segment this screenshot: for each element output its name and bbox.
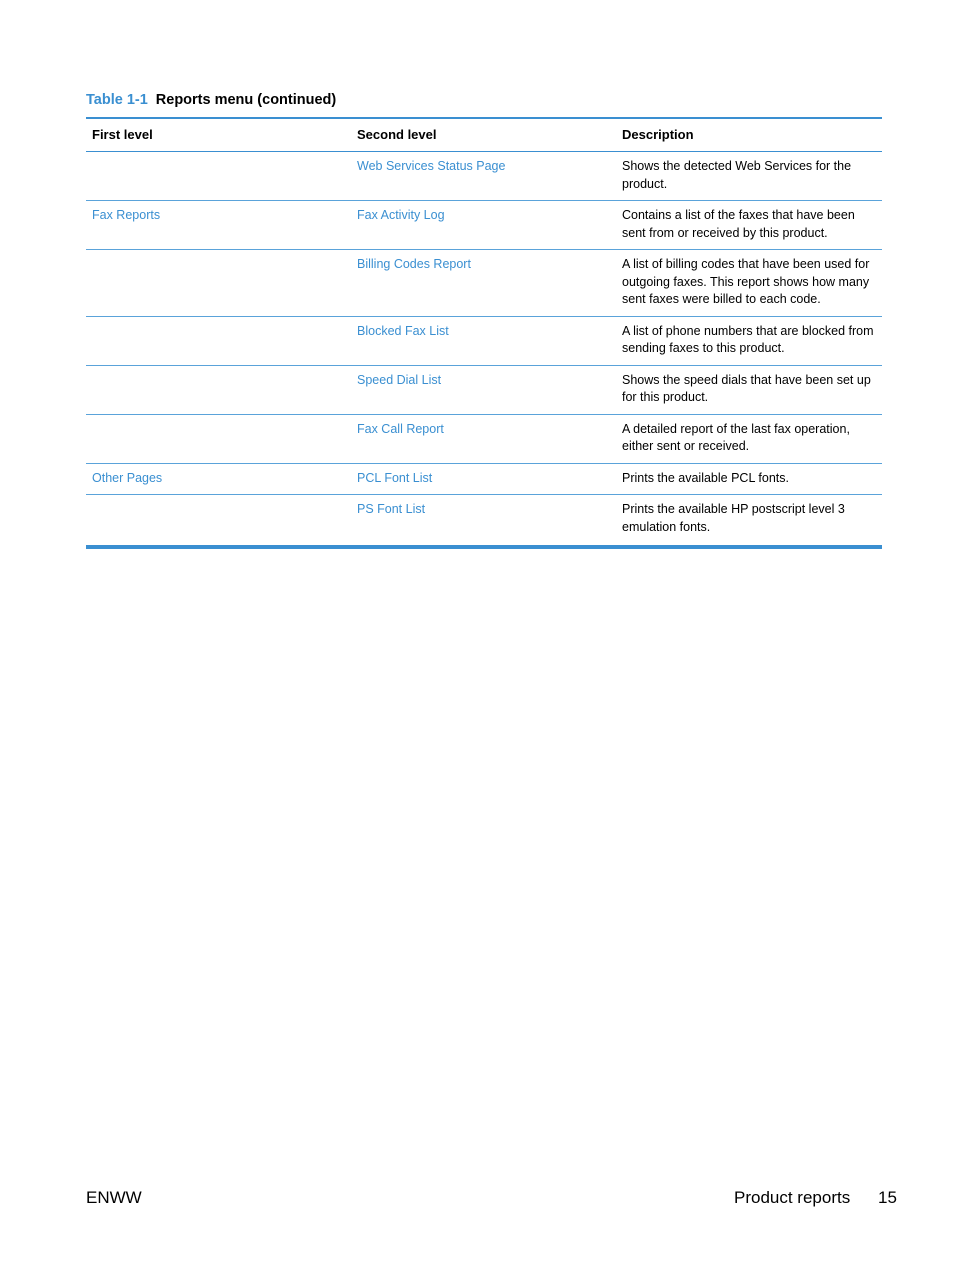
table-row xyxy=(86,495,882,548)
second-level-link[interactable]: Billing Codes Report xyxy=(351,250,616,317)
description-cell: A detailed report of the last fax operation, either sent or received. xyxy=(616,414,882,463)
table-row xyxy=(86,463,882,495)
description-cell: Prints the available PCL fonts. xyxy=(616,463,882,495)
description-cell: Prints the available HP postscript level 3 emulation fonts. xyxy=(622,502,845,534)
table-row xyxy=(86,316,882,365)
second-level-link[interactable]: Fax Call Report xyxy=(351,414,616,463)
footer-section-title: Product reports xyxy=(734,1188,851,1207)
description-cell: A list of billing codes that have been used for outgoing faxes. This report shows how many sent faxes were billed to each code. xyxy=(616,250,882,317)
reports-menu-table xyxy=(86,117,882,549)
table-title: Reports menu (continued) xyxy=(155,92,337,108)
table-row xyxy=(86,152,882,201)
first-level-link[interactable]: Fax Reports xyxy=(86,201,351,250)
table-caption xyxy=(86,92,336,108)
description-cell: Shows the speed dials that have been set up for this product. xyxy=(616,365,882,414)
table-header-row xyxy=(86,118,882,152)
header-second-level: Second level xyxy=(351,118,616,152)
first-level-cell xyxy=(86,250,351,317)
first-level-link[interactable]: Other Pages xyxy=(86,463,351,495)
first-level-cell xyxy=(86,152,351,201)
table-row xyxy=(86,250,882,317)
table-number: Table 1-1 xyxy=(86,92,148,108)
header-description: Description xyxy=(616,118,882,152)
second-level-link[interactable]: Fax Activity Log xyxy=(351,201,616,250)
second-level-link[interactable]: Speed Dial List xyxy=(351,365,616,414)
description-cell: Shows the detected Web Services for the product. xyxy=(616,152,882,201)
description-cell: Contains a list of the faxes that have been sent from or received by this product. xyxy=(616,201,882,250)
second-level-link[interactable]: PS Font List xyxy=(357,502,426,516)
first-level-cell xyxy=(86,365,351,414)
header-first-level: First level xyxy=(86,118,351,152)
footer-doc-code: ENWW xyxy=(86,1188,142,1207)
description-cell: A list of phone numbers that are blocked from sending faxes to this product. xyxy=(616,316,882,365)
table-row xyxy=(86,201,882,250)
second-level-link[interactable]: Web Services Status Page xyxy=(351,152,616,201)
table-row xyxy=(86,365,882,414)
second-level-link[interactable]: Blocked Fax List xyxy=(351,316,616,365)
second-level-link[interactable]: PCL Font List xyxy=(351,463,616,495)
footer-page-number: 15 xyxy=(878,1188,897,1207)
first-level-cell xyxy=(86,316,351,365)
first-level-cell xyxy=(86,495,351,548)
first-level-cell xyxy=(86,414,351,463)
table-row xyxy=(86,414,882,463)
